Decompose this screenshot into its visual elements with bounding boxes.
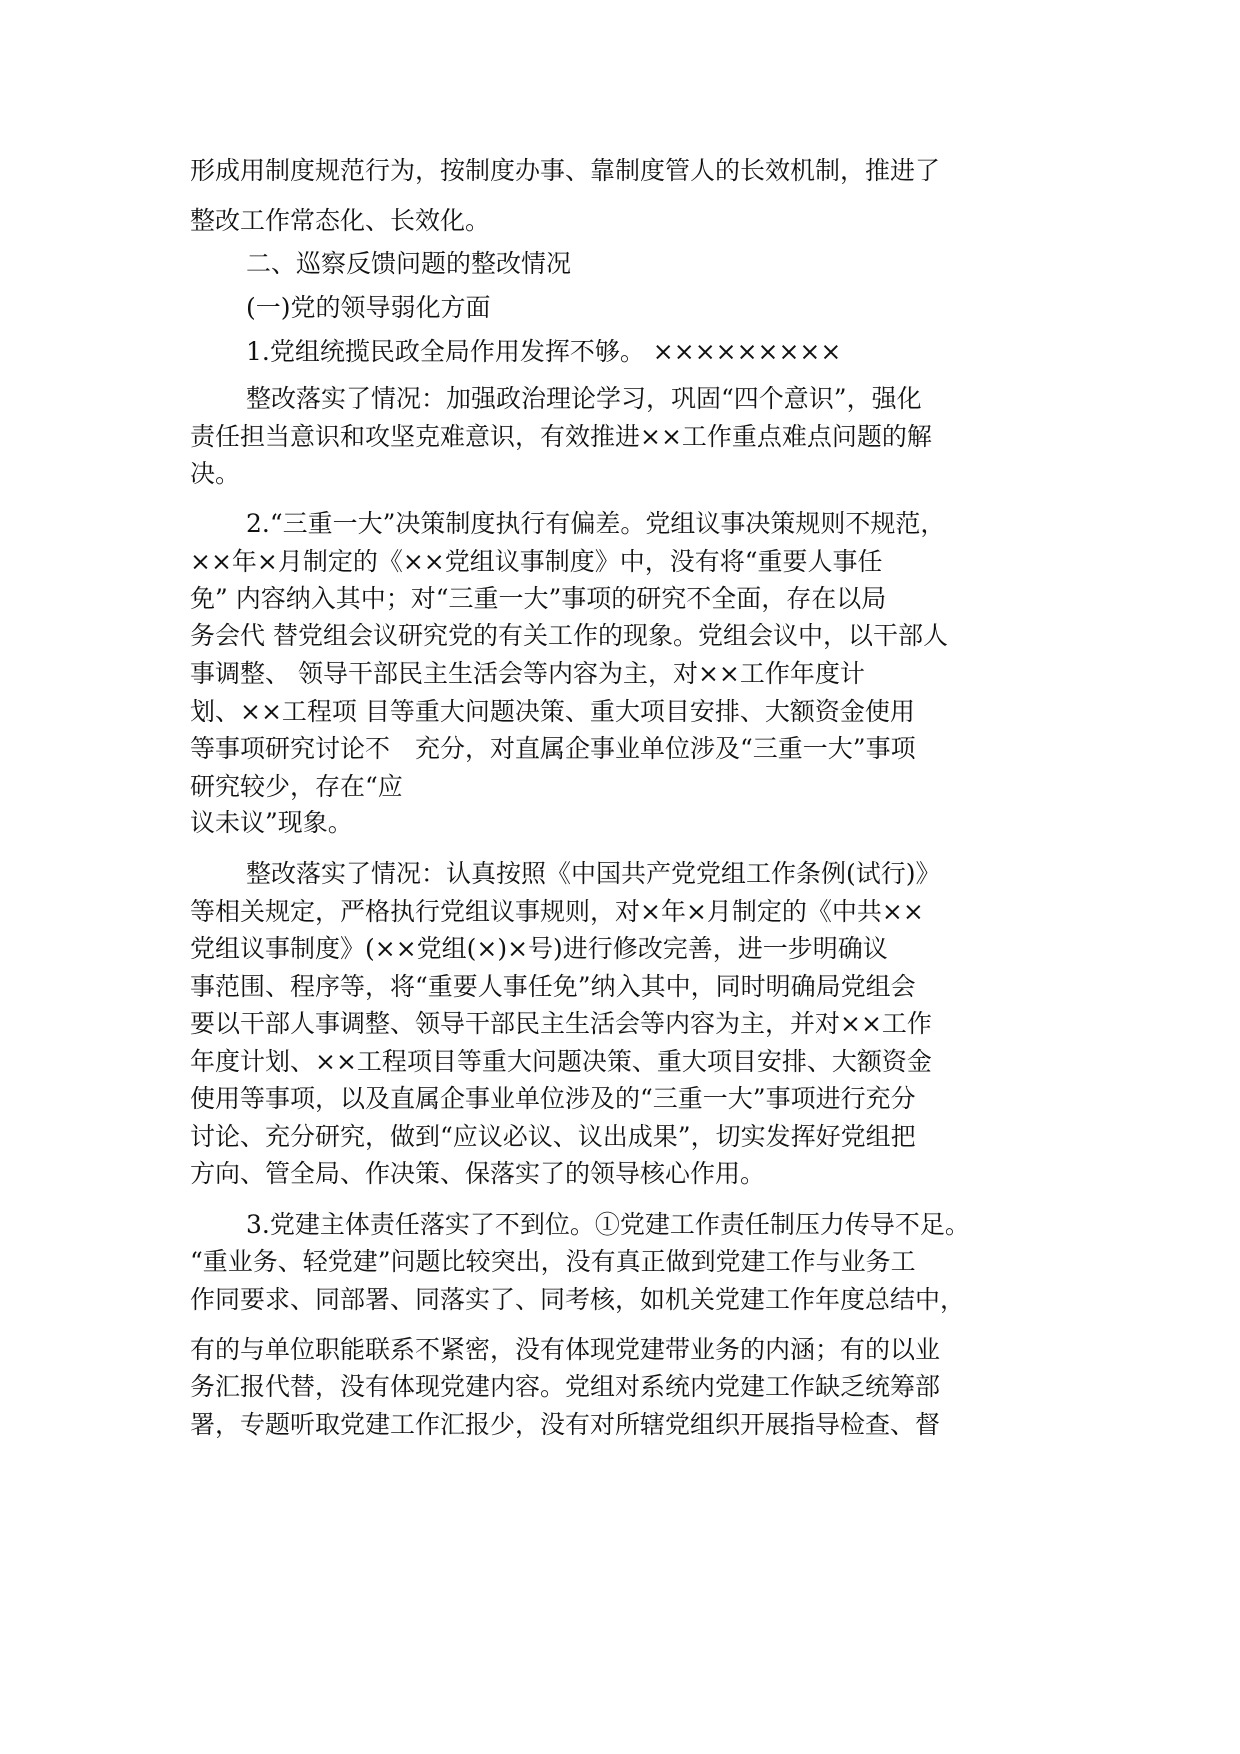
text-line: 务汇报代替，没有体现党建内容。党组对系统内党建工作缺乏统筹部 <box>190 1372 941 1401</box>
text-line: 决。 <box>190 459 241 488</box>
text-line: 议未议”现象。 <box>190 808 353 837</box>
text-line: 署，专题听取党建工作汇报少，没有对所辖党组织开展指导检查、督 <box>190 1410 941 1439</box>
text-line: 1.党组统揽民政全局作用发挥不够。 ××××××××× <box>246 337 842 366</box>
text-line: 形成用制度规范行为，按制度办事、靠制度管人的长效机制，推进了 <box>190 156 941 185</box>
text-line: 整改落实了情况：认真按照《中国共产党党组工作条例(试行)》 <box>246 859 941 888</box>
text-line: 党组议事制度》(××党组(×)×号)进行修改完善，进一步明确议 <box>190 934 888 963</box>
text-line: 责任担当意识和攻坚克难意识，有效推进××工作重点难点问题的解 <box>190 422 932 451</box>
text-line: 整改工作常态化、长效化。 <box>190 206 491 235</box>
text-line: 等相关规定，严格执行党组议事规则，对×年×月制定的《中共×× <box>190 897 924 926</box>
text-line: 研究较少，存在“应 <box>190 772 403 801</box>
text-line: ××年×月制定的《××党组议事制度》中，没有将“重要人事任 <box>190 547 883 576</box>
text-line: 年度计划、××工程项目等重大问题决策、重大项目安排、大额资金 <box>190 1047 932 1076</box>
text-line: 2.“三重一大”决策制度执行有偏差。党组议事决策规则不规范， <box>246 509 946 538</box>
text-line: 务会代 替党组会议研究党的有关工作的现象。党组会议中，以干部人 <box>190 621 948 650</box>
text-line: 方向、管全局、作决策、保落实了的领导核心作用。 <box>190 1159 766 1188</box>
text-line: 事调整、 领导干部民主生活会等内容为主，对××工作年度计 <box>190 659 865 688</box>
text-line: 划、××工程项 目等重大问题决策、重大项目安排、大额资金使用 <box>190 697 915 726</box>
text-line: 3.党建主体责任落实了不到位。①党建工作责任制压力传导不足。 <box>246 1210 970 1239</box>
text-line: 要以干部人事调整、领导干部民主生活会等内容为主，并对××工作 <box>190 1009 932 1038</box>
text-line: 等事项研究讨论不 充分，对直属企事业单位涉及“三重一大”事项 <box>190 734 916 763</box>
text-line: 作同要求、同部署、同落实了、同考核，如机关党建工作年度总结中， <box>190 1285 966 1314</box>
section-heading: 二、巡察反馈问题的整改情况 <box>246 249 572 278</box>
text-line: 整改落实了情况：加强政治理论学习，巩固“四个意识”，强化 <box>246 384 922 413</box>
text-line: 有的与单位职能联系不紧密，没有体现党建带业务的内涵；有的以业 <box>190 1335 941 1364</box>
text-line: 事范围、程序等，将“重要人事任免”纳入其中，同时明确局党组会 <box>190 972 916 1001</box>
text-line: 免” 内容纳入其中；对“三重一大”事项的研究不全面，存在以局 <box>190 584 887 613</box>
text-line: “重业务、轻党建”问题比较突出，没有真正做到党建工作与业务工 <box>190 1247 916 1276</box>
text-line: 讨论、充分研究，做到“应议必议、议出成果”，切实发挥好党组把 <box>190 1122 916 1151</box>
text-line: 使用等事项，以及直属企事业单位涉及的“三重一大”事项进行充分 <box>190 1084 916 1113</box>
subsection-heading: (一)党的领导弱化方面 <box>246 293 491 322</box>
